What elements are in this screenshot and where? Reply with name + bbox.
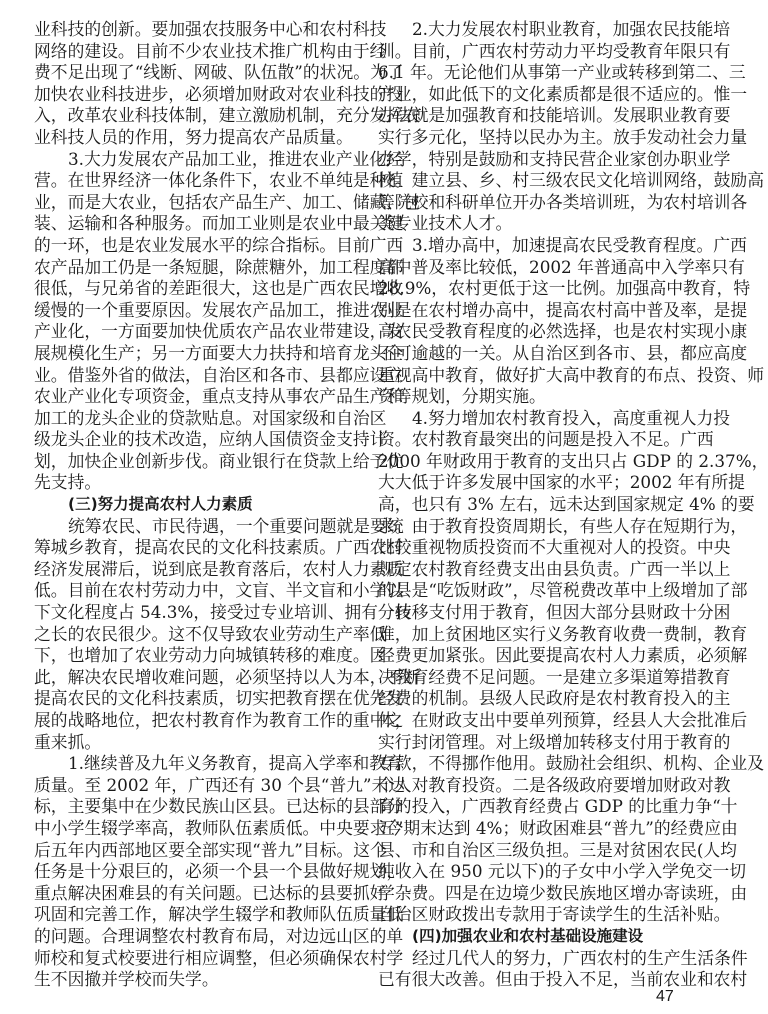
text-line: 业科技的创新。要加强农技服务中心和农村科技 xyxy=(34,19,387,39)
text-line: 重视高中教育，做好扩大高中教育的布点、投资、师 xyxy=(378,364,764,385)
text-line: 加工的龙头企业的贷款贴息。对国家级和自治区 xyxy=(34,407,387,428)
text-line: 训。目前，广西农村劳动力平均受教育年限只有 xyxy=(378,40,731,61)
text-line: 2000 年财政用于教育的支出只占 GDP 的 2.37%， xyxy=(378,450,768,471)
text-line: 业科技人员的作用，努力提高农产品质量。 xyxy=(34,126,353,147)
paragraph xyxy=(34,148,420,495)
text-line: 之长的农民很少。这不仅导致农业劳动生产率低 xyxy=(34,623,387,644)
text-line: 育的投入，广西教育经费占 GDP 的比重力争“十 xyxy=(378,796,738,817)
text-line: 2.大力发展农村职业教育，加强农民技能培 xyxy=(412,19,731,39)
text-line: 难，加上贫困地区实行义务教育收费一费制，教育 xyxy=(378,623,748,644)
text-line: 加快农业科技进步，必须增加财政对农业科技的投 xyxy=(34,83,404,104)
text-line: 农产品加工仍是一条短腿，除蔗糖外，加工程度都 xyxy=(34,256,404,277)
text-line: 专款，不得挪作他用。鼓励社会组织、机构、企业及 xyxy=(378,753,764,774)
text-line: 生不因撤并学校而失学。 xyxy=(34,969,219,990)
text-line: 重点解决困难县的有关问题。已达标的县要抓好 xyxy=(34,882,387,903)
text-line: 办学，特别是鼓励和支持民营企业家创办职业学 xyxy=(378,148,731,169)
section-heading xyxy=(34,494,349,516)
text-line: 筹城乡教育，提高农民的文化科技素质。广西农村 xyxy=(34,537,404,558)
text-line: 重来抓。 xyxy=(34,731,102,752)
text-line: 等院校和科研单位开办各类培训班，为农村培训各 xyxy=(378,191,748,212)
text-line: 任务是十分艰巨的，必须一个县一个县做好规划， xyxy=(34,861,404,882)
text-line: 五”期末达到 4%；财政困难县“普九”的经费应由 xyxy=(378,817,738,838)
text-line: 展的战略地位，把农村教育作为教育工作的重中之 xyxy=(34,710,404,730)
text-line: 下，也增加了农业劳动力向城镇转移的难度。因 xyxy=(34,645,387,666)
paragraph xyxy=(34,753,406,991)
text-line: 级龙头企业的技术改造，应纳人国债资金支持计 xyxy=(34,429,387,450)
text-line: 产业，如此低下的文化素质都是很不适应的。惟一 xyxy=(378,83,748,104)
text-line: 县、市和自治区三级负担。三是对贫困农民(人均 xyxy=(378,839,737,860)
text-line: 6.1 年。无论他们从事第一产业或转移到第二、三 xyxy=(378,62,746,83)
text-line: 实行封闭管理。对上级增加转移支付用于教育的 xyxy=(378,731,731,752)
text-line: 的一环，也是农业发展水平的综合指标。目前广西 xyxy=(34,234,404,255)
text-line: 高，也只有 3% 左右，远未达到国家规定 4% 的要 xyxy=(378,494,755,515)
text-line: 求。由于教育投资周期长，有些人存在短期行为， xyxy=(378,515,748,536)
text-line: 中小学生辍学率高，教师队伍素质低。中央要求今 xyxy=(34,817,404,838)
text-line: 下文化程度占 54.3%，接受过专业培训、拥有一技 xyxy=(34,602,412,623)
text-line: 网络的建设。目前不少农业技术推广机构由于经 xyxy=(34,40,387,61)
text-line: 3.增办高中，加速提高农民受教育程度。广西 xyxy=(412,234,747,255)
text-line: 个人对教育投资。二是各级政府要增加财政对教 xyxy=(378,774,731,795)
text-line: 纯收入在 950 元以下)的子女中小学入学免交一切 xyxy=(378,861,747,882)
text-line: (三)努力提高农村人力素质 xyxy=(68,495,253,514)
text-line: 1.继续普及九年义务教育，提高入学率和教育 xyxy=(68,753,403,774)
left-column xyxy=(34,19,420,991)
text-line: 很低，与兄弟省的差距很大，这也是广西农民增收 xyxy=(34,278,404,299)
text-line: (四)加强农业和农村基础设施建设 xyxy=(412,926,644,945)
paragraph xyxy=(378,407,768,926)
text-line: 统筹农民、市民待遇，一个重要问题就是要统 xyxy=(68,515,404,536)
text-line: 体，在财政支出中要单列预算，经县人大会批准后 xyxy=(378,710,748,730)
text-line: 经费的机制。县级人民政府是农村教育投入的主 xyxy=(378,688,731,709)
text-line: 质量。至 2002 年，广西还有 30 个县“普九”未达 xyxy=(34,774,406,795)
text-line: 28.9%，农村更低于这一比例。加强高中教育，特 xyxy=(378,278,751,299)
text-line: 入，改革农业科技体制，建立激励机制，充分发挥农 xyxy=(34,105,420,126)
text-line: 别是在农村增办高中，提高农村高中普及率，是提 xyxy=(378,299,748,320)
text-line: 自治区财政拨出专款用于寄读学生的生活补贴。 xyxy=(378,904,731,925)
text-line: 展规模化生产；另一方面要大力扶持和培育龙头企 xyxy=(34,342,404,363)
text-line: 经济发展滞后，说到底是教育落后，农村人力素质 xyxy=(34,558,404,579)
text-line: 校。建立县、乡、村三级农民文化培训网络，鼓励高 xyxy=(378,170,764,191)
paragraph xyxy=(34,19,420,149)
text-line: 比较重视物质投资而不大重视对人的投资。中央 xyxy=(378,537,731,558)
section-heading xyxy=(378,926,693,948)
text-line: 标，主要集中在少数民族山区县。已达标的县部分 xyxy=(34,796,404,817)
text-line: 费不足出现了“线断、网破、队伍散”的状况。为了 xyxy=(34,62,404,83)
text-line: 师校和复式校要进行相应调整，但必须确保农村学 xyxy=(34,947,404,968)
text-line: 的县是“吃饭财政”，尽管税费改革中上级增加了部 xyxy=(378,580,748,601)
text-line: 高农民受教育程度的必然选择，也是农村实现小康 xyxy=(378,321,748,342)
text-line: 农业产业化专项资金，重点支持从事农产品生产和 xyxy=(34,386,404,407)
text-line: 产业化，一方面要加快优质农产品农业带建设，发 xyxy=(34,321,404,342)
text-line: 缓慢的一个重要原因。发展农产品加工，推进农业 xyxy=(34,299,404,320)
right-column xyxy=(378,19,768,991)
text-line: 业，而是大农业，包括农产品生产、加工、储藏、包 xyxy=(34,191,420,212)
text-line: 资等规划，分期实施。 xyxy=(378,386,546,407)
text-line: 的问题。合理调整农村教育布局，对边远山区的单 xyxy=(34,925,404,946)
paragraph xyxy=(378,19,764,235)
text-line: 划，加快企业创新步伐。商业银行在贷款上给予优 xyxy=(34,450,404,471)
text-line: 大大低于许多发展中国家的水平；2002 年有所提 xyxy=(378,472,745,493)
text-line: 经过几代人的努力，广西农村的生产生活条件 xyxy=(412,947,748,968)
text-line: 营。在世界经济一体化条件下，农业不单纯是种植 xyxy=(34,170,404,191)
text-line: 经费更加紧张。因此要提高农村人力素质，必须解 xyxy=(378,645,748,666)
page-number: 47 xyxy=(656,988,674,1005)
text-line: 3.大力发展农产品加工业，推进农业产业化经 xyxy=(68,148,403,169)
paragraph xyxy=(34,515,420,754)
text-line: 资。农村教育最突出的问题是投入不足。广西 xyxy=(378,429,714,450)
text-line: 低。目前在农村劳动力中，文盲、半文盲和小学以 xyxy=(34,580,404,601)
text-line: 此，解决农民增收难问题，必须坚持以人为本，不断 xyxy=(34,666,420,687)
paragraph xyxy=(378,947,748,991)
text-line: 不可逾越的一关。从自治区到各市、县，都应高度 xyxy=(378,342,748,363)
text-line: 类专业技术人才。 xyxy=(378,213,513,234)
text-line: 分转移支付用于教育，但因大部分县财政十分困 xyxy=(378,602,731,623)
text-line: 巩固和完善工作，解决学生辍学和教师队伍质量低 xyxy=(34,904,404,925)
text-line: 办法就是加强教育和技能培训。发展职业教育要 xyxy=(378,105,731,126)
text-line: 已有很大改善。但由于投入不足，当前农业和农村 xyxy=(378,969,748,990)
text-line: 决教育经费不足问题。一是建立多渠道筹措教育 xyxy=(378,666,731,687)
text-line: 提高农民的文化科技素质，切实把教育摆在优先发 xyxy=(34,688,404,709)
text-line: 后五年内西部地区要全部实现“普九”目标。这个 xyxy=(34,839,387,860)
text-line: 先支持。 xyxy=(34,472,102,493)
text-line: 规定农村教育经费支出由县负责。广西一半以上 xyxy=(378,558,731,579)
text-line: 4.努力增加农村教育投入，高度重视人力投 xyxy=(412,407,731,428)
paragraph xyxy=(378,234,764,408)
text-line: 高中普及率比较低，2002 年普通高中入学率只有 xyxy=(378,256,745,277)
text-line: 学杂费。四是在边境少数民族地区增办寄读班，由 xyxy=(378,882,748,903)
text-line: 实行多元化，坚持以民办为主。放手发动社会力量 xyxy=(378,126,748,147)
text-line: 业。借鉴外省的做法，自治区和各市、县都应设立 xyxy=(34,364,404,385)
text-line: 装、运输和各种服务。而加工业则是农业中最关键 xyxy=(34,213,404,234)
